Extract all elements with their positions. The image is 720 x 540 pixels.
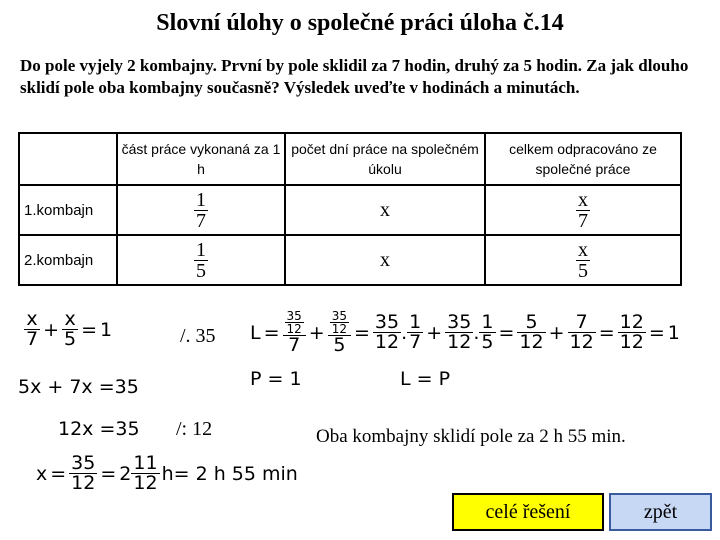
- table-corner-cell: [19, 133, 117, 185]
- check-equation: L = $\frac{\frac{35}{12}}{7}$ + $\frac{\frac{35}{12}}{5}$ = $\frac{35}{12}$ . $\frac{1}{7}$ + $\frac{35}{12}$ . $\frac{1}{5}$ = $\frac{5}{12}$ + $\frac{7}{12}$ = $\frac{12}{12}$ = 1: [250, 309, 680, 356]
- table-row: [19, 185, 681, 235]
- work-table: [18, 132, 682, 286]
- equation-1: $\frac{x}{7}$ + $\frac{x}{5}$ = 1: [26, 308, 113, 350]
- cell-part-1: $\frac{1}{7}$: [117, 185, 285, 235]
- equation-2: 5x + 7x =35: [18, 376, 139, 398]
- back-button[interactable]: zpět: [609, 493, 712, 531]
- cell-days-1: x: [285, 185, 485, 235]
- cell-days-2: x: [285, 235, 485, 285]
- page-title: Slovní úlohy o společné práci úloha č.14: [156, 10, 564, 36]
- header-days-count: počet dní práce na společném úkolu: [285, 133, 485, 185]
- result-equation: x = $\frac{35}{12}$ = 2 $\frac{11}{12}$ h= 2 h 55 min: [36, 452, 298, 494]
- table-row: [19, 235, 681, 285]
- problem-text: Do pole vyjely 2 kombajny. První by pole sklidil za 7 hodin, druhý za 5 hodin. Za jak dlouho sklidí pole oba kombajny současně? Výsledek uveďte v hodinách a minutách.: [20, 56, 689, 97]
- row-label-kombajn-2: 2.kombajn: [19, 235, 117, 285]
- header-part-per-hour: část práce vykonaná za 1 h: [117, 133, 285, 185]
- cell-total-2: $\frac{x}{5}$: [485, 235, 681, 285]
- divide-note: /: 12: [176, 418, 213, 440]
- row-label-kombajn-1: 1.kombajn: [19, 185, 117, 235]
- full-solution-button[interactable]: celé řešení: [452, 493, 604, 531]
- answer-text: Oba kombajny sklidí pole za 2 h 55 min.: [316, 426, 626, 447]
- cell-total-1: $\frac{x}{7}$: [485, 185, 681, 235]
- check-right-side: P = 1: [250, 368, 302, 390]
- header-total-work: celkem odpracováno ze společné práce: [485, 133, 681, 185]
- cell-part-2: $\frac{1}{5}$: [117, 235, 285, 285]
- multiply-note: /. 35: [180, 325, 216, 347]
- check-conclusion: L = P: [400, 368, 451, 390]
- equation-3: 12x =35: [58, 418, 140, 440]
